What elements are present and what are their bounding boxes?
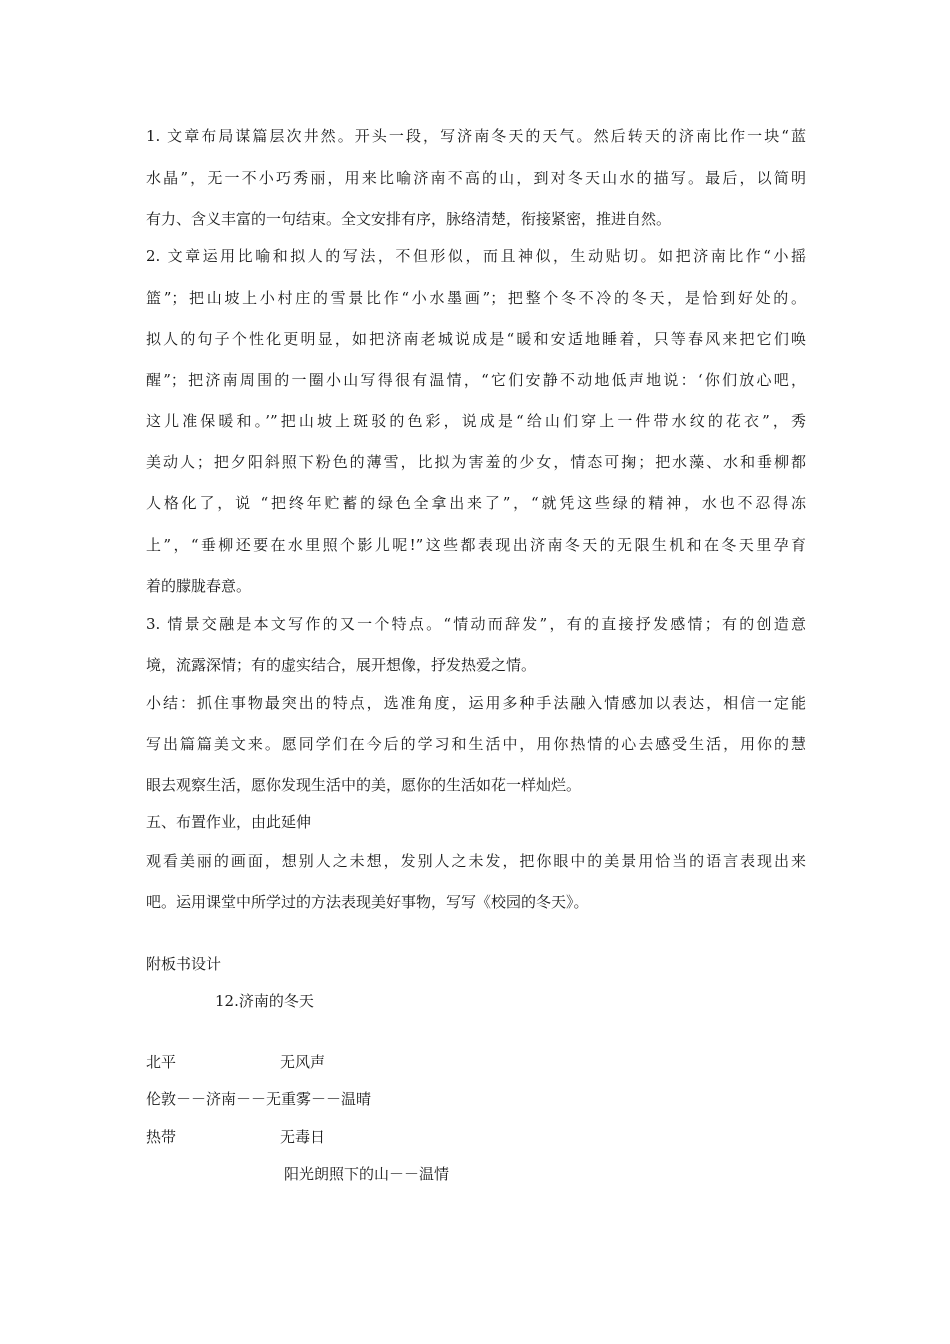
board-lesson-title: 12.济南的冬天	[215, 992, 314, 1010]
board-row-3-right: 无毒日	[280, 1128, 326, 1146]
paragraph-2-line-9: 着的朦胧春意。	[146, 577, 252, 595]
paragraph-3-line-2: 境，流露深情；有的虚实结合，展开想像，抒发热爱之情。	[146, 656, 537, 674]
paragraph-2-line-5: 这儿准保暖和。’”把山坡上斑驳的色彩，说成是“给山们穿上一件带水纹的花衣”，秀	[146, 412, 806, 430]
paragraph-2-line-3: 拟人的句子个性化更明显，如把济南老城说成是“暖和安适地睡着，只等春风来把它们唤	[146, 330, 806, 348]
paragraph-2-line-6: 美动人；把夕阳斜照下粉色的薄雪，比拟为害羞的少女，情态可掬；把水藻、水和垂柳都	[146, 453, 806, 471]
summary-line-3: 眼去观察生活，愿你发现生活中的美，愿你的生活如花一样灿烂。	[146, 776, 582, 794]
paragraph-2-line-7: 人格化了，说 “把终年贮蓄的绿色全拿出来了”，“就凭这些绿的精神，水也不忍得冻	[146, 494, 806, 512]
homework-line-1: 观看美丽的画面，想别人之未想，发别人之未发，把你眼中的美景用恰当的语言表现出来	[146, 852, 806, 870]
paragraph-2-line-8: 上”，“垂柳还要在水里照个影儿呢!”这些都表现出济南冬天的无限生机和在冬天里孕育	[146, 536, 806, 554]
homework-heading: 五、布置作业，由此延伸	[146, 813, 312, 831]
board-row-4: 阳光朗照下的山－－温情	[284, 1165, 450, 1183]
board-row-2: 伦敦－－济南－－无重雾－－温晴	[146, 1090, 372, 1108]
board-design-heading: 附板书设计	[146, 955, 222, 973]
board-row-3-left: 热带	[146, 1128, 177, 1146]
board-row-1-left: 北平	[146, 1053, 177, 1071]
paragraph-2-line-2: 篮”；把山坡上小村庄的雪景比作“小水墨画”；把整个冬不冷的冬天，是恰到好处的。	[146, 289, 806, 307]
paragraph-2-line-4: 醒”；把济南周围的一圈小山写得很有温情，“它们安静不动地低声地说：‘你们放心吧，	[146, 371, 806, 389]
paragraph-1-line-1: 1. 文章布局谋篇层次井然。开头一段，写济南冬天的天气。然后转天的济南比作一块“蓝	[146, 127, 806, 145]
homework-line-2: 吧。运用课堂中所学过的方法表现美好事物，写写《校园的冬天》。	[146, 893, 589, 911]
paragraph-2-line-1: 2. 文章运用比喻和拟人的写法，不但形似，而且神似，生动贴切。如把济南比作“小摇	[146, 247, 806, 265]
summary-line-1: 小结：抓住事物最突出的特点，选准角度，运用多种手法融入情感加以表达，相信一定能	[146, 694, 806, 712]
summary-line-2: 写出篇篇美文来。愿同学们在今后的学习和生活中，用你热情的心去感受生活，用你的慧	[146, 735, 806, 753]
paragraph-1-line-2: 水晶”，无一不小巧秀丽，用来比喻济南不高的山，到对冬天山水的描写。最后，以简明	[146, 169, 806, 187]
paragraph-1-line-3: 有力、含义丰富的一句结束。全文安排有序，脉络清楚，衔接紧密，推进自然。	[146, 210, 672, 228]
paragraph-3-line-1: 3. 情景交融是本文写作的又一个特点。“情动而辞发”，有的直接抒发感情；有的创造意	[146, 615, 806, 633]
board-row-1-right: 无风声	[280, 1053, 326, 1071]
